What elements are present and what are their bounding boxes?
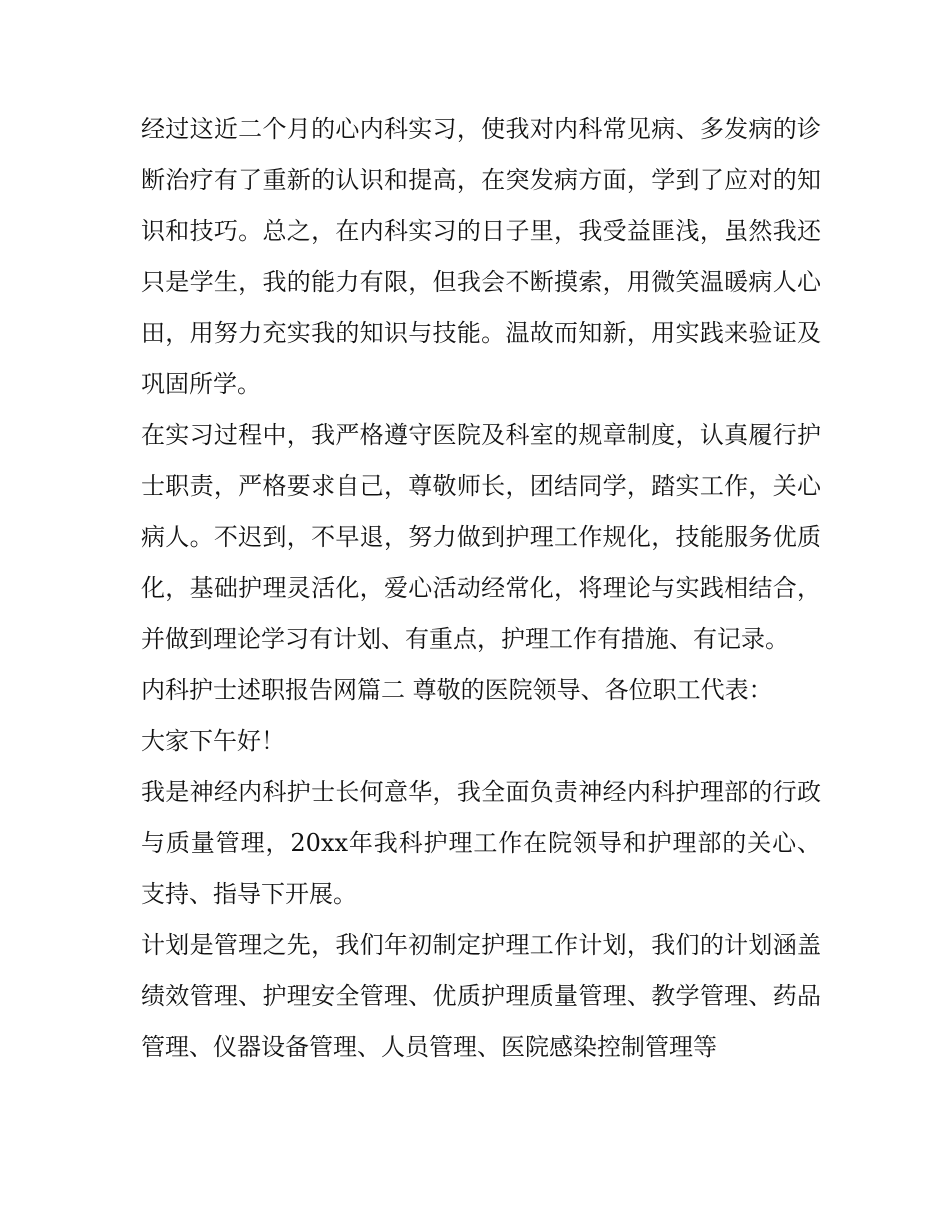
document-body (141, 104, 821, 1073)
paragraph-greeting: 大家下午好！ (141, 727, 285, 755)
paragraph-internship-conduct: 在实习过程中，我严格遵守医院及科室的规章制度，认真履行护士职责，严格要求自己，尊敬师长，团结同学，踏实工作，关心病人。不迟到，不早退，努力做到护理工作规化，技能服务优质化，基础护理灵活化，爱心活动经常化，将理论与实践相结合，并做到理论学习有计划、有重点，护理工作有措施、有记录。 (141, 421, 821, 653)
paragraph-self-introduction: 我是神经内科护士长何意华，我全面负责神经内科护理部的行政与质量管理，20xx年我科护理工作在院领导和护理部的关心、支持、指导下开展。 (141, 778, 821, 908)
paragraph-work-plan: 计划是管理之先，我们年初制定护理工作计划，我们的计划涵盖绩效管理、护理安全管理、优质护理质量管理、教学管理、药品管理、仪器设备管理、人员管理、医院感染控制管理等 (141, 931, 821, 1061)
paragraph-internship-summary: 经过这近二个月的心内科实习，使我对内科常见病、多发病的诊断治疗有了重新的认识和提高，在突发病方面，学到了应对的知识和技巧。总之，在内科实习的日子里，我受益匪浅，虽然我还只是学生，我的能力有限，但我会不断摸索，用微笑温暖病人心田，用努力充实我的知识与技能。温故而知新，用实践来验证及巩固所学。 (141, 115, 821, 398)
paragraph-report-heading: 内科护士述职报告网篇二 尊敬的医院领导、各位职工代表： (141, 676, 773, 704)
